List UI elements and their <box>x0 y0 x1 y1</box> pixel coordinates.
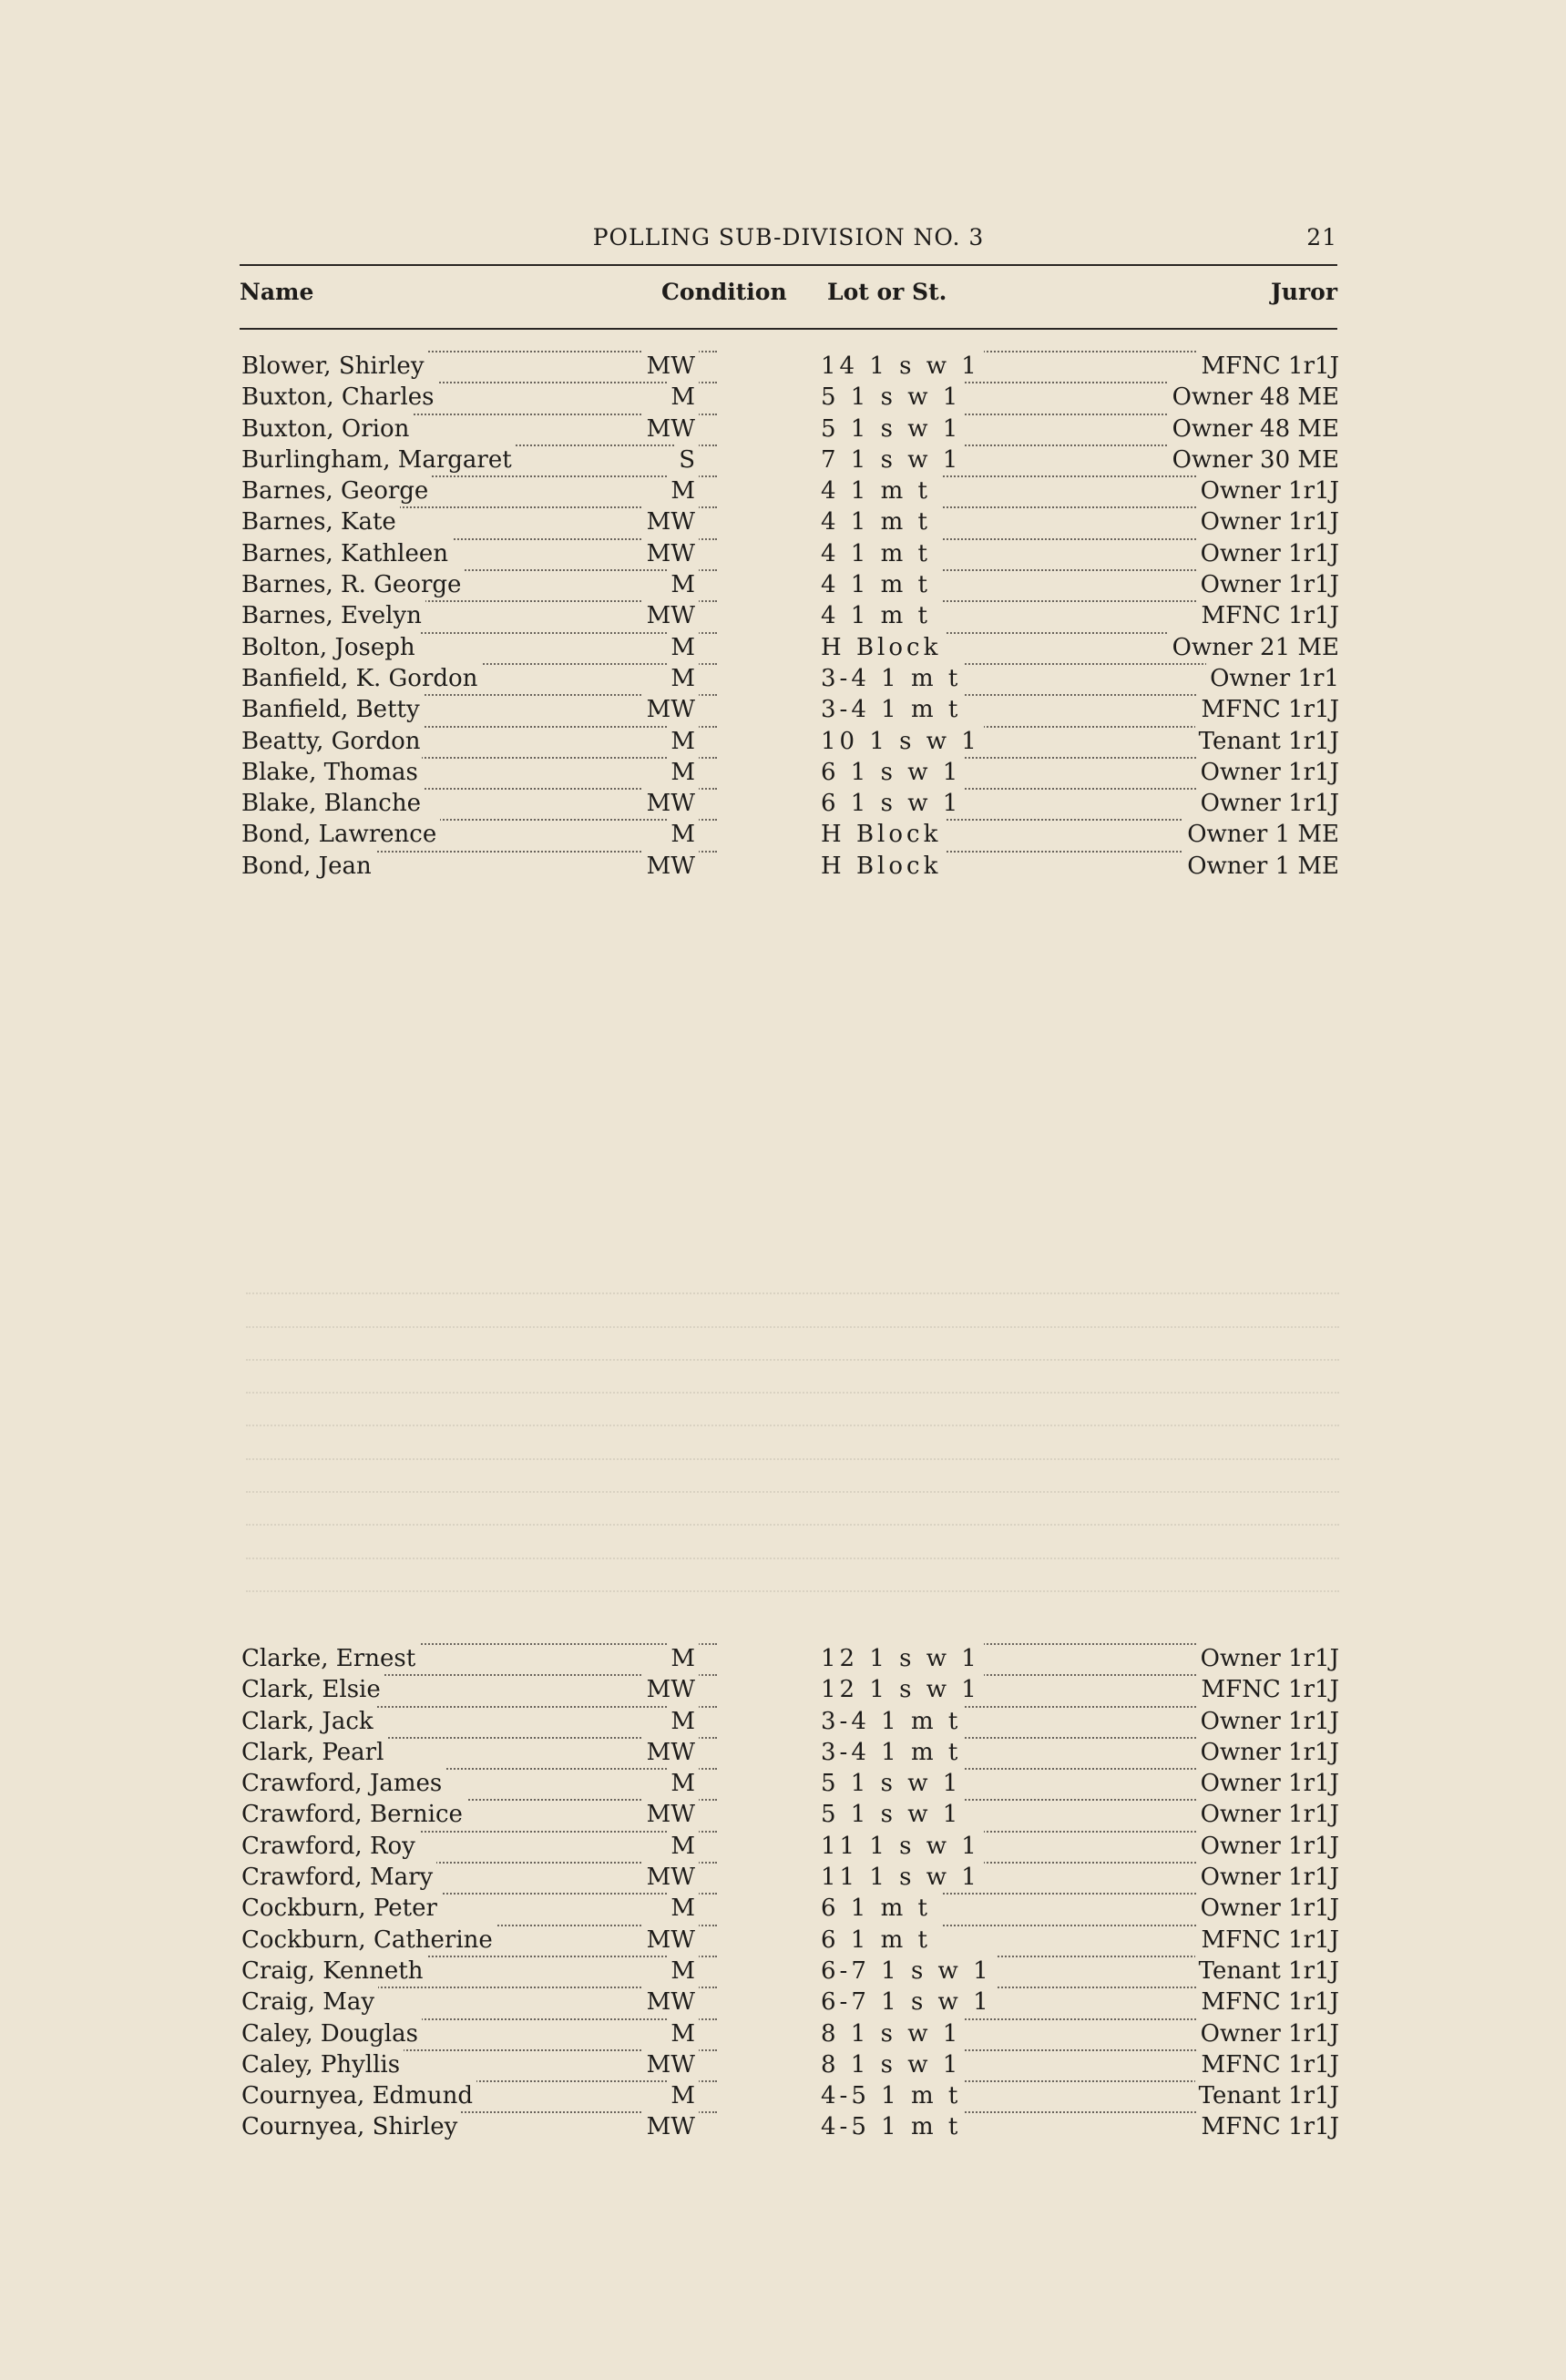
entry-condition: M <box>667 2018 699 2049</box>
entry-name: Caley, Douglas <box>241 2018 422 2049</box>
column-juror: Juror <box>1270 279 1337 305</box>
entry-name: Bolton, Joseph <box>241 632 419 663</box>
entry-juror: Owner 1r1J <box>1197 757 1339 788</box>
entry-condition: MW <box>643 1674 699 1705</box>
entry-juror: MFNC 1r1J <box>1197 600 1339 631</box>
voter-list-group-a <box>241 351 1339 882</box>
entry-name: Barnes, Kate <box>241 506 400 537</box>
entry-lot: 3-4 1 m t <box>818 694 965 725</box>
list-row <box>241 2049 1339 2080</box>
entry-name: Bond, Lawrence <box>241 819 440 850</box>
entry-name: Crawford, Bernice <box>241 1799 466 1830</box>
entry-name: Cockburn, Peter <box>241 1893 441 1924</box>
column-header <box>240 264 1337 330</box>
entry-condition: M <box>667 663 699 694</box>
entry-condition: MW <box>643 506 699 537</box>
column-condition: Condition <box>661 279 787 305</box>
list-row <box>241 569 1339 600</box>
entry-condition: MW <box>643 2111 699 2142</box>
entry-name: Clark, Pearl <box>241 1737 387 1768</box>
entry-lot: 4-5 1 m t <box>818 2111 965 2142</box>
entry-name: Blower, Shirley <box>241 351 428 382</box>
entry-name: Buxton, Orion <box>241 414 413 444</box>
entry-name: Craig, May <box>241 1987 378 2017</box>
entry-condition: MW <box>643 1925 699 1956</box>
list-row <box>241 1925 1339 1956</box>
column-lot: Lot or St. <box>827 279 947 305</box>
entry-juror: Owner 1r1J <box>1197 1862 1339 1893</box>
entry-name: Crawford, Mary <box>241 1862 436 1893</box>
dot-leader <box>943 663 1244 665</box>
page-header <box>240 224 1337 260</box>
entry-condition: M <box>667 726 699 757</box>
entry-lot: 3-4 1 m t <box>818 1737 965 1768</box>
entry-condition: M <box>667 1956 699 1987</box>
entry-lot: 5 1 s w 1 <box>818 1768 965 1799</box>
entry-condition: MW <box>643 1862 699 1893</box>
entry-juror: Owner 30 ME <box>1169 444 1339 475</box>
entry-condition: M <box>667 1643 699 1674</box>
entry-lot: 3-4 1 m t <box>818 663 965 694</box>
entry-condition: MW <box>643 1799 699 1830</box>
entry-juror: Owner 1r1J <box>1197 1706 1339 1737</box>
entry-juror: Owner 1 ME <box>1183 851 1339 882</box>
voter-list-group-b <box>241 1643 1339 2143</box>
entry-name: Banfield, Betty <box>241 694 424 725</box>
list-row <box>241 1768 1339 1799</box>
list-row <box>241 788 1339 819</box>
list-row <box>241 1831 1339 1862</box>
entry-juror: Tenant 1r1J <box>1195 2080 1339 2111</box>
column-name: Name <box>240 279 314 305</box>
entry-condition: MW <box>643 351 699 382</box>
entry-lot: 6 1 s w 1 <box>818 757 965 788</box>
entry-lot: H Block <box>818 819 945 850</box>
entry-lot: 8 1 s w 1 <box>818 2049 965 2080</box>
list-row <box>241 819 1339 850</box>
entry-lot: 6 1 m t <box>818 1925 935 1956</box>
entry-condition: M <box>667 2080 699 2111</box>
entry-condition: MW <box>643 1737 699 1768</box>
list-row <box>241 757 1339 788</box>
entry-juror: MFNC 1r1J <box>1197 1987 1339 2017</box>
entry-condition: M <box>667 1706 699 1737</box>
entry-lot: 3-4 1 m t <box>818 1706 965 1737</box>
entry-lot: 4-5 1 m t <box>818 2080 965 2111</box>
list-row <box>241 726 1339 757</box>
list-row <box>241 1674 1339 1705</box>
entry-name: Clark, Jack <box>241 1706 377 1737</box>
entry-name: Banfield, K. Gordon <box>241 663 481 694</box>
entry-juror: Owner 1r1J <box>1197 506 1339 537</box>
entry-lot: H Block <box>818 851 945 882</box>
list-row <box>241 1706 1339 1737</box>
list-row <box>241 1799 1339 1830</box>
entry-name: Clarke, Ernest <box>241 1643 419 1674</box>
list-row <box>241 1893 1339 1924</box>
list-row <box>241 2080 1339 2111</box>
list-row <box>241 475 1339 506</box>
entry-name: Bond, Jean <box>241 851 375 882</box>
entry-juror: Owner 1r1J <box>1197 569 1339 600</box>
entry-juror: Owner 1r1J <box>1197 1643 1339 1674</box>
entry-juror: Tenant 1r1J <box>1195 726 1339 757</box>
list-row <box>241 1987 1339 2017</box>
bleed-through-decoration <box>246 1262 1339 1599</box>
entry-lot: 4 1 m t <box>818 569 935 600</box>
entry-condition: M <box>667 819 699 850</box>
entry-name: Cournyea, Shirley <box>241 2111 461 2142</box>
entry-lot: 8 1 s w 1 <box>818 2018 965 2049</box>
entry-lot: 4 1 m t <box>818 600 935 631</box>
list-row <box>241 632 1339 663</box>
entry-condition: MW <box>643 788 699 819</box>
entry-juror: MFNC 1r1J <box>1197 2111 1339 2142</box>
entry-name: Barnes, R. George <box>241 569 465 600</box>
entry-name: Caley, Phyllis <box>241 2049 404 2080</box>
list-row <box>241 2018 1339 2049</box>
entry-juror: MFNC 1r1J <box>1197 351 1339 382</box>
list-row <box>241 506 1339 537</box>
entry-lot: 7 1 s w 1 <box>818 444 965 475</box>
list-row <box>241 538 1339 569</box>
list-row <box>241 2111 1339 2142</box>
entry-lot: 6 1 s w 1 <box>818 788 965 819</box>
entry-lot: 5 1 s w 1 <box>818 1799 965 1830</box>
list-row <box>241 444 1339 475</box>
entry-juror: MFNC 1r1J <box>1197 694 1339 725</box>
list-row <box>241 1737 1339 1768</box>
entry-condition: MW <box>643 414 699 444</box>
list-row <box>241 1862 1339 1893</box>
entry-juror: Owner 1r1 <box>1206 663 1339 694</box>
page-number: 21 <box>1306 224 1337 250</box>
entry-condition: S <box>675 444 699 475</box>
entry-condition: MW <box>643 2049 699 2080</box>
entry-juror: MFNC 1r1J <box>1197 1925 1339 1956</box>
entry-condition: MW <box>643 538 699 569</box>
entry-lot: 11 1 s w 1 <box>818 1862 984 1893</box>
entry-name: Blake, Thomas <box>241 757 422 788</box>
entry-juror: Owner 21 ME <box>1169 632 1339 663</box>
entry-lot: 6-7 1 s w 1 <box>818 1956 996 1987</box>
entry-condition: M <box>667 757 699 788</box>
entry-condition: M <box>667 475 699 506</box>
entry-condition: MW <box>643 694 699 725</box>
entry-juror: Owner 1r1J <box>1197 1768 1339 1799</box>
entry-lot: 12 1 s w 1 <box>818 1643 984 1674</box>
entry-condition: M <box>667 1893 699 1924</box>
list-row <box>241 600 1339 631</box>
entry-name: Barnes, Kathleen <box>241 538 452 569</box>
entry-name: Cournyea, Edmund <box>241 2080 476 2111</box>
entry-name: Burlingham, Margaret <box>241 444 516 475</box>
entry-juror: Owner 1r1J <box>1197 1893 1339 1924</box>
entry-condition: MW <box>643 600 699 631</box>
entry-juror: MFNC 1r1J <box>1197 1674 1339 1705</box>
entry-name: Buxton, Charles <box>241 382 438 413</box>
entry-name: Clark, Elsie <box>241 1674 384 1705</box>
list-row <box>241 1956 1339 1987</box>
entry-name: Crawford, James <box>241 1768 445 1799</box>
entry-name: Crawford, Roy <box>241 1831 419 1862</box>
entry-name: Craig, Kenneth <box>241 1956 427 1987</box>
entry-condition: M <box>667 569 699 600</box>
entry-lot: 4 1 m t <box>818 506 935 537</box>
entry-condition: M <box>667 382 699 413</box>
entry-name: Cockburn, Catherine <box>241 1925 496 1956</box>
page-title: POLLING SUB-DIVISION NO. 3 <box>592 224 985 250</box>
entry-juror: Tenant 1r1J <box>1195 1956 1339 1987</box>
entry-lot: 11 1 s w 1 <box>818 1831 984 1862</box>
entry-lot: 14 1 s w 1 <box>818 351 984 382</box>
entry-juror: Owner 1r1J <box>1197 788 1339 819</box>
entry-lot: 6-7 1 s w 1 <box>818 1987 996 2017</box>
list-row <box>241 351 1339 382</box>
entry-juror: MFNC 1r1J <box>1197 2049 1339 2080</box>
entry-lot: 12 1 s w 1 <box>818 1674 984 1705</box>
entry-lot: 5 1 s w 1 <box>818 414 965 444</box>
entry-condition: MW <box>643 1987 699 2017</box>
entry-lot: 4 1 m t <box>818 538 935 569</box>
list-row <box>241 1643 1339 1674</box>
entry-lot: 4 1 m t <box>818 475 935 506</box>
entry-juror: Owner 48 ME <box>1169 382 1339 413</box>
entry-lot: 10 1 s w 1 <box>818 726 984 757</box>
entry-condition: M <box>667 1831 699 1862</box>
list-row <box>241 694 1339 725</box>
list-row <box>241 663 1339 694</box>
entry-juror: Owner 1r1J <box>1197 475 1339 506</box>
entry-juror: Owner 1r1J <box>1197 2018 1339 2049</box>
entry-name: Barnes, Evelyn <box>241 600 425 631</box>
entry-juror: Owner 48 ME <box>1169 414 1339 444</box>
entry-lot: H Block <box>818 632 945 663</box>
entry-lot: 6 1 m t <box>818 1893 935 1924</box>
entry-lot: 5 1 s w 1 <box>818 382 965 413</box>
entry-name: Blake, Blanche <box>241 788 425 819</box>
list-row <box>241 414 1339 444</box>
entry-condition: MW <box>643 851 699 882</box>
list-row <box>241 851 1339 882</box>
entry-condition: M <box>667 632 699 663</box>
list-row <box>241 382 1339 413</box>
entry-juror: Owner 1r1J <box>1197 538 1339 569</box>
entry-name: Beatty, Gordon <box>241 726 425 757</box>
entry-juror: Owner 1r1J <box>1197 1831 1339 1862</box>
entry-juror: Owner 1r1J <box>1197 1799 1339 1830</box>
entry-condition: M <box>667 1768 699 1799</box>
entry-juror: Owner 1r1J <box>1197 1737 1339 1768</box>
entry-juror: Owner 1 ME <box>1183 819 1339 850</box>
entry-name: Barnes, George <box>241 475 432 506</box>
